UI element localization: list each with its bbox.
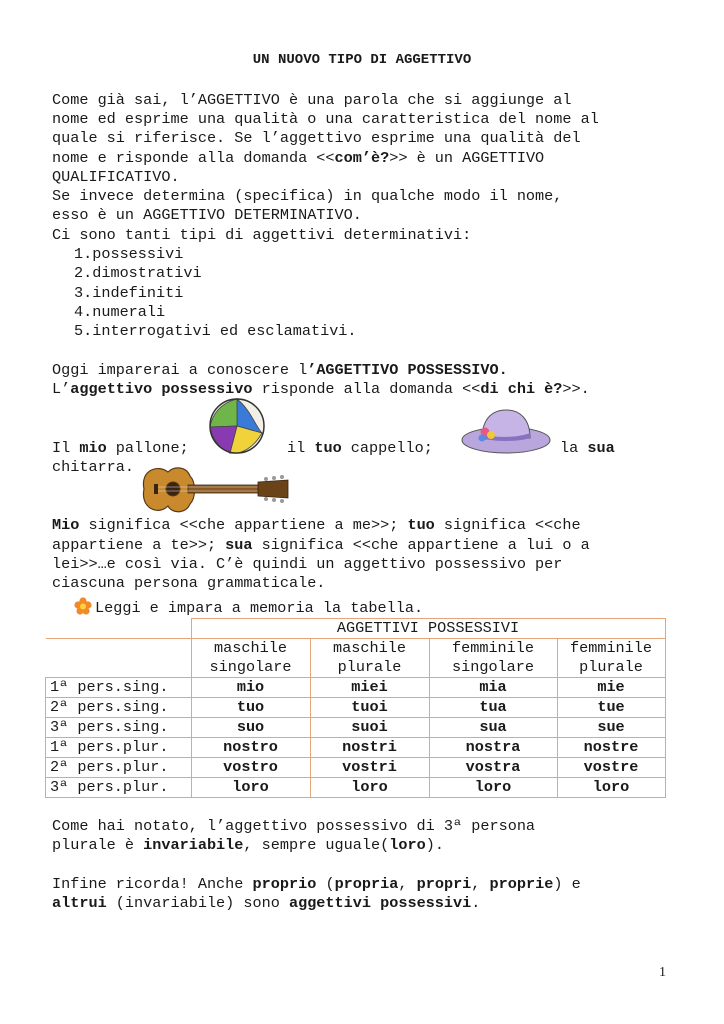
- column-label: maschile: [333, 639, 406, 657]
- text-span: Il: [52, 439, 80, 457]
- table-cell: vostre: [557, 758, 665, 778]
- example-mio: [52, 439, 189, 458]
- meaning-line-1: [52, 516, 581, 535]
- table-cell: suo: [191, 718, 310, 738]
- page-title: UN NUOVO TIPO DI AGGETTIVO: [252, 52, 472, 68]
- possessivo-line-2: [52, 380, 590, 399]
- table-cell: suoi: [310, 718, 429, 738]
- intro-line-5: QUALIFICATIVO.: [52, 168, 180, 186]
- list-item: 4.numerali: [74, 303, 166, 321]
- instruction-text: Leggi e impara a memoria la tabella.: [95, 599, 424, 617]
- text-span: .: [471, 894, 481, 912]
- bold-word: mio: [79, 439, 107, 457]
- beach-ball-icon: [206, 397, 268, 455]
- bold-word: loro: [389, 836, 426, 854]
- page-number: 1: [659, 965, 666, 980]
- bold-word: proprie: [489, 875, 554, 893]
- table-cell: mia: [429, 678, 557, 698]
- list-item: 3.indefiniti: [74, 284, 184, 302]
- text-span: , sempre uguale(: [243, 836, 390, 854]
- bold-word: sua: [225, 536, 253, 554]
- column-label: plurale: [337, 658, 402, 676]
- text-span: >> è un AGGETTIVO: [389, 149, 545, 167]
- bold-word: aggettivi possessivi: [288, 894, 472, 912]
- table-cell: miei: [310, 678, 429, 698]
- list-item: 5.interrogativi ed esclamativi.: [74, 322, 357, 340]
- text-span: L’: [52, 380, 71, 398]
- text-span: Infine ricorda! Anche: [52, 875, 253, 893]
- text-span: risponde alla domanda <<: [252, 380, 481, 398]
- final-line-1: [52, 875, 581, 894]
- column-label: femminile: [451, 639, 535, 657]
- table-cell: loro: [191, 778, 310, 798]
- table-cell: loro: [557, 778, 665, 798]
- row-label: 2ª pers.sing.: [46, 698, 192, 718]
- text-span: significa <<che appartiene a me>>;: [79, 516, 408, 534]
- text-span: (invariabile) sono: [106, 894, 289, 912]
- table-title: AGGETTIVI POSSESSIVI: [191, 619, 665, 639]
- table-cell: nostri: [310, 738, 429, 758]
- blank-cell: [46, 639, 192, 678]
- intro-line-4: [52, 149, 544, 168]
- table-cell: loro: [429, 778, 557, 798]
- table-row: [46, 778, 666, 798]
- table-cell: vostro: [191, 758, 310, 778]
- column-header: [310, 639, 429, 678]
- table-cell: nostro: [191, 738, 310, 758]
- list-item: 1.possessivi: [74, 245, 184, 263]
- text-span: (: [316, 875, 335, 893]
- text-span: plurale è: [52, 836, 144, 854]
- bold-word: sua: [587, 439, 615, 457]
- bold-word: altrui: [52, 894, 107, 912]
- column-label: femminile: [569, 639, 653, 657]
- column-label: plurale: [579, 658, 643, 676]
- intro-line-2: nome ed esprime una qualità o una caratteristica del nome al: [52, 110, 599, 128]
- hat-icon: [460, 407, 552, 455]
- table-row: [46, 698, 666, 718]
- text-span: nome e risponde alla domanda <<: [52, 149, 335, 167]
- text-span: ,: [471, 875, 490, 893]
- table-row: [46, 738, 666, 758]
- bold-word: Mio: [52, 516, 80, 534]
- text-span: appartiene a te>>;: [52, 536, 226, 554]
- bold-word: proprio: [252, 875, 317, 893]
- flower-bullet-icon: [74, 597, 92, 615]
- row-label: 2ª pers.plur.: [46, 758, 192, 778]
- bold-term: ’AGGETTIVO POSSESSIVO.: [307, 361, 508, 379]
- final-line-2: [52, 894, 480, 913]
- intro-line-7: esso è un AGGETTIVO DETERMINATIVO.: [52, 206, 362, 224]
- column-header: [429, 639, 557, 678]
- text-span: cappello;: [341, 439, 433, 457]
- column-header: [191, 639, 310, 678]
- table-row: [46, 758, 666, 778]
- bold-word: invariabile: [143, 836, 244, 854]
- text-span: ).: [425, 836, 444, 854]
- note-line-1: Come hai notato, l’aggettivo possessivo di 3ª persona: [52, 817, 536, 835]
- table-row: [46, 718, 666, 738]
- intro-line-1: Come già sai, l’AGGETTIVO è una parola che si aggiunge al: [52, 91, 572, 109]
- table-cell: loro: [310, 778, 429, 798]
- text-span: significa <<che: [434, 516, 581, 534]
- column-label: singolare: [209, 658, 292, 676]
- table-cell: vostri: [310, 758, 429, 778]
- example-chitarra: chitarra.: [52, 458, 135, 476]
- table-column-row: [46, 639, 666, 678]
- text-span: significa <<che appartiene a lui o a: [252, 536, 590, 554]
- text-span: la: [560, 439, 588, 457]
- table-cell: mio: [191, 678, 310, 698]
- meaning-line-4: ciascuna persona grammaticale.: [52, 574, 326, 592]
- bold-word: tuo: [314, 439, 342, 457]
- table-cell: tua: [429, 698, 557, 718]
- table-cell: nostre: [557, 738, 665, 758]
- meaning-line-3: lei>>…e così via. C’è quindi un aggettivo possessivo per: [52, 555, 563, 573]
- text-span: ) e: [553, 875, 581, 893]
- blank-cell: [46, 619, 192, 639]
- bold-term: aggettivo possessivo: [70, 380, 253, 398]
- guitar-icon: [136, 460, 292, 518]
- table-cell: vostra: [429, 758, 557, 778]
- table-cell: tuoi: [310, 698, 429, 718]
- bold-question: com’è?: [334, 149, 390, 167]
- text-span: >>.: [562, 380, 590, 398]
- table-cell: tue: [557, 698, 665, 718]
- meaning-line-2: [52, 536, 590, 555]
- table-cell: sua: [429, 718, 557, 738]
- intro-line-8: Ci sono tanti tipi di aggettivi determinativi:: [52, 226, 472, 244]
- column-label: maschile: [214, 639, 287, 657]
- table-header-row: [46, 619, 666, 639]
- table-cell: mie: [557, 678, 665, 698]
- text-span: pallone;: [106, 439, 189, 457]
- possessivo-line-1: [52, 361, 508, 380]
- table-cell: tuo: [191, 698, 310, 718]
- bold-word: tuo: [407, 516, 435, 534]
- intro-line-3: quale si riferisce. Se l’aggettivo esprime una qualità del: [52, 129, 581, 147]
- bold-word: propria: [334, 875, 399, 893]
- text-span: ,: [398, 875, 417, 893]
- row-label: 3ª pers.sing.: [46, 718, 192, 738]
- example-tuo: [287, 439, 433, 458]
- table-row: [46, 678, 666, 698]
- table-cell: sue: [557, 718, 665, 738]
- note-line-2: [52, 836, 444, 855]
- table-cell: nostra: [429, 738, 557, 758]
- column-header: [557, 639, 665, 678]
- row-label: 3ª pers.plur.: [46, 778, 192, 798]
- bold-word: propri: [416, 875, 472, 893]
- text-span: il: [287, 439, 315, 457]
- list-item: 2.dimostrativi: [74, 264, 202, 282]
- possessive-table: [45, 618, 666, 798]
- bold-question: di chi è?: [480, 380, 563, 398]
- example-sua: [560, 439, 615, 458]
- row-label: 1ª pers.plur.: [46, 738, 192, 758]
- column-label: singolare: [451, 658, 535, 676]
- intro-line-6: Se invece determina (specifica) in qualche modo il nome,: [52, 187, 563, 205]
- text-span: Oggi imparerai a conoscere l: [52, 361, 308, 379]
- row-label: 1ª pers.sing.: [46, 678, 192, 698]
